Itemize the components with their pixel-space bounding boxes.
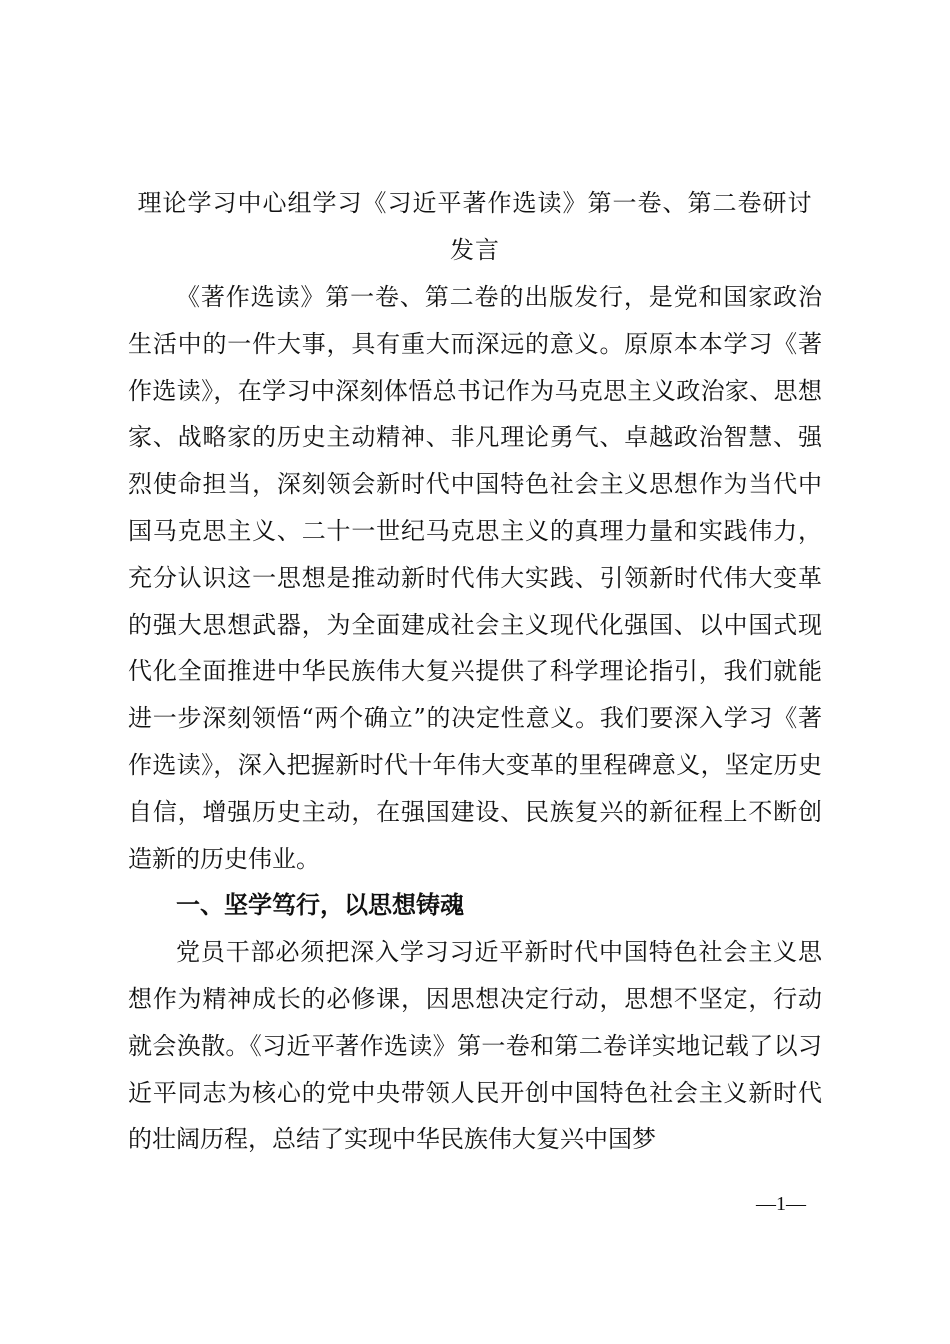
section-heading-1: 一、坚学笃行，以思想铸魂 bbox=[176, 891, 464, 920]
document-body bbox=[128, 274, 822, 1163]
paragraph-section-1: 党员干部必须把深入学习习近平新时代中国特色社会主义思想作为精神成长的必修课，因思想决定行动，思想不坚定，行动就会涣散。《习近平著作选读》第一卷和第二卷详实地记载了以习近平同志为核心的党中央带领人民开创中国特色社会主义新时代的壮阔历程，总结了实现中华民族伟大复兴中国梦 bbox=[128, 938, 822, 1154]
page-number: —1— bbox=[756, 1193, 806, 1215]
document-title: 理论学习中心组学习《习近平著作选读》第一卷、第二卷研讨发言 bbox=[137, 189, 813, 264]
paragraph-intro: 《著作选读》第一卷、第二卷的出版发行，是党和国家政治生活中的一件大事，具有重大而深远的意义。原原本本学习《著作选读》，在学习中深刻体悟总书记作为马克思主义政治家、思想家、战略家的历史主动精神、非凡理论勇气、卓越政治智慧、强烈使命担当，深刻领会新时代中国特色社会主义思想作为当代中国马克思主义、二十一世纪马克思主义的真理力量和实践伟力，充分认识这一思想是推动新时代伟大实践、引领新时代伟大变革的强大思想武器，为全面建成社会主义现代化强国、以中国式现代化全面推进中华民族伟大复兴提供了科学理论指引，我们就能进一步深刻领悟“两个确立”的决定性意义。我们要深入学习《著作选读》，深入把握新时代十年伟大变革的里程碑意义，坚定历史自信，增强历史主动，在强国建设、民族复兴的新征程上不断创造新的历史伟业。 bbox=[128, 283, 822, 873]
